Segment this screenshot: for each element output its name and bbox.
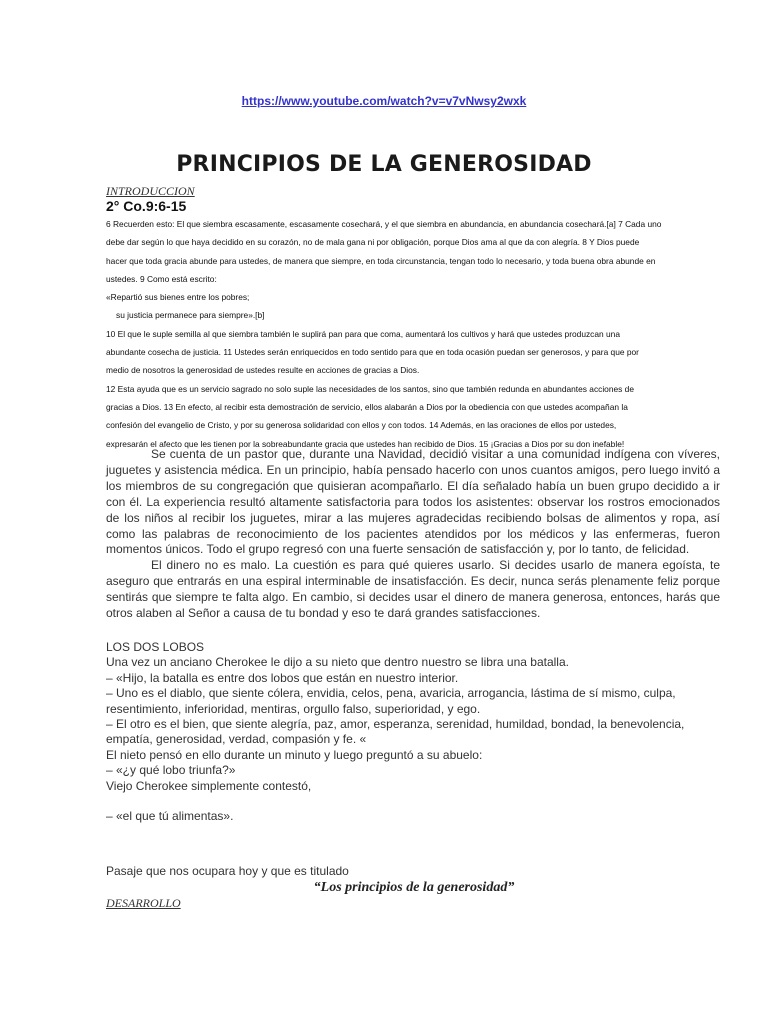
verse-line: 10 El que le suple semilla al que siembra también le suplirá pan para que coma, aumentará los cultivos y hará que ustedes produzcan una bbox=[106, 328, 620, 339]
wolves-line: El nieto pensó en ello durante un minuto y luego preguntó a su abuelo: bbox=[106, 747, 483, 762]
wolves-line: empatía, generosidad, verdad, compasión y fe. « bbox=[106, 732, 367, 747]
verse-line: debe dar según lo que haya decidido en su corazón, no de mala gana ni por obligación, porque Dios ama al que da con alegría. 8 Y Dios puede bbox=[106, 237, 640, 248]
verse-line: confesión del evangelio de Cristo, y por su generosa solidaridad con ellos y con todos. 14 Además, en las oraciones de ellos por ustedes, bbox=[106, 420, 617, 431]
story-block bbox=[106, 447, 720, 622]
verse-line: «Repartió sus bienes entre los pobres; bbox=[106, 292, 250, 303]
wolves-line: – «Hijo, la batalla es entre dos lobos que están en nuestro interior. bbox=[106, 670, 459, 685]
introduccion-heading: INTRODUCCION bbox=[106, 184, 195, 198]
wolves-line: – El otro es el bien, que siente alegría, paz, amor, esperanza, serenidad, humildad, bondad, la benevolencia, bbox=[106, 717, 685, 732]
verse-line: 12 Esta ayuda que es un servicio sagrado no solo suple las necesidades de los santos, sino que también redunda en abundantes acciones de bbox=[106, 383, 634, 394]
bible-reference: 2° Co.9:6-15 bbox=[106, 198, 187, 214]
youtube-link[interactable]: https://www.youtube.com/watch?v=v7vNwsy2wxk bbox=[241, 94, 527, 108]
verse-line: su justicia permanece para siempre».[b] bbox=[116, 310, 265, 321]
verse-line: abundante cosecha de justicia. 11 Ustedes serán enriquecidos en todo sentido para que en toda ocasión puedan ser generosos, y para que por bbox=[106, 347, 639, 358]
verse-line: gracias a Dios. 13 En efecto, al recibir esta demostración de servicio, ellos alabarán a Dios por la obediencia con que ustedes acompañan la bbox=[106, 401, 628, 412]
page-title: PRINCIPIOS DE LA GENEROSIDAD bbox=[176, 152, 592, 177]
verse-line: ustedes. 9 Como está escrito: bbox=[106, 273, 217, 284]
sermon-title: “Los principios de la generosidad” bbox=[313, 880, 515, 895]
wolves-line: Viejo Cherokee simplemente contestó, bbox=[106, 778, 312, 793]
wolves-line: resentimiento, inferioridad, mentiras, orgullo falso, superioridad, y ego. bbox=[106, 701, 481, 716]
pasaje-line: Pasaje que nos ocupara hoy y que es titulado bbox=[106, 864, 349, 878]
verse-line: 6 Recuerden esto: El que siembra escasamente, escasamente cosechará, y el que siembra en abundancia, en abundancia cosechará.[a] 7 Cada uno bbox=[106, 219, 662, 229]
wolves-line: – «¿y qué lobo triunfa?» bbox=[106, 763, 236, 778]
desarrollo-heading: DESARROLLO bbox=[106, 896, 181, 910]
wolves-line: Una vez un anciano Cherokee le dijo a su nieto que dentro nuestro se libra una batalla. bbox=[106, 655, 569, 670]
wolves-line: – Uno es el diablo, que siente cólera, envidia, celos, pena, avaricia, arrogancia, lástima de sí mismo, culpa, bbox=[106, 686, 676, 701]
verse-line: medio de nosotros la generosidad de ustedes resulte en acciones de gracias a Dios. bbox=[106, 365, 420, 376]
wolves-heading: LOS DOS LOBOS bbox=[106, 640, 205, 654]
spacer bbox=[106, 794, 720, 809]
verse-line: expresarán el afecto que les tienen por la sobreabundante gracia que ustedes han recibido de Dios. 15 ¡Gracias a Dios por su don inefable! bbox=[106, 438, 625, 449]
story-paragraph: Se cuenta de un pastor que, durante una Navidad, decidió visitar a una comunidad indígena con víveres, juguetes y asistencia médica. En un principio, había pensado hacerlo con unos cuantos amigos, pero luego invitó a los miembros de su congregación que quisieran acompañarlo. El día señalado había un buen grupo decidido a ir con él. La experiencia resultó altamente satisfactoria para todos los asistentes: observar los rostros emocionados de los niños al recibir los juguetes, mirar a las mujeres agradecidas recibiendo bolsas de alimentos y ropa, así como las palabras de reconocimiento de los pacientes atendidos por los médicos y las enfermeras, fueron momentos únicos. Todo el grupo regresó con una fuerte sensación de satisfacción y, por lo tanto, de felicidad. bbox=[106, 447, 720, 557]
story-paragraph: El dinero no es malo. La cuestión es para qué quieres usarlo. Si decides usarlo de manera egoísta, te aseguro que entrarás en una espiral interminable de insatisfacción. Es decir, nunca serás plenamente feliz porque sentirás que siempre te falta algo. En cambio, si decides usar el dinero de manera generosa, entonces, harás que otros alaben al Señor a causa de tu bondad y eso te dará grandes satisfacciones. bbox=[106, 558, 720, 621]
wolves-final-line: – «el que tú alimentas». bbox=[106, 809, 234, 824]
verse-line: hacer que toda gracia abunde para ustedes, de manera que siempre, en toda circunstancia, tengan todo lo necesario, y toda buena obra abunde en bbox=[106, 255, 656, 266]
verse-block bbox=[106, 215, 720, 453]
two-wolves-block bbox=[106, 640, 720, 824]
